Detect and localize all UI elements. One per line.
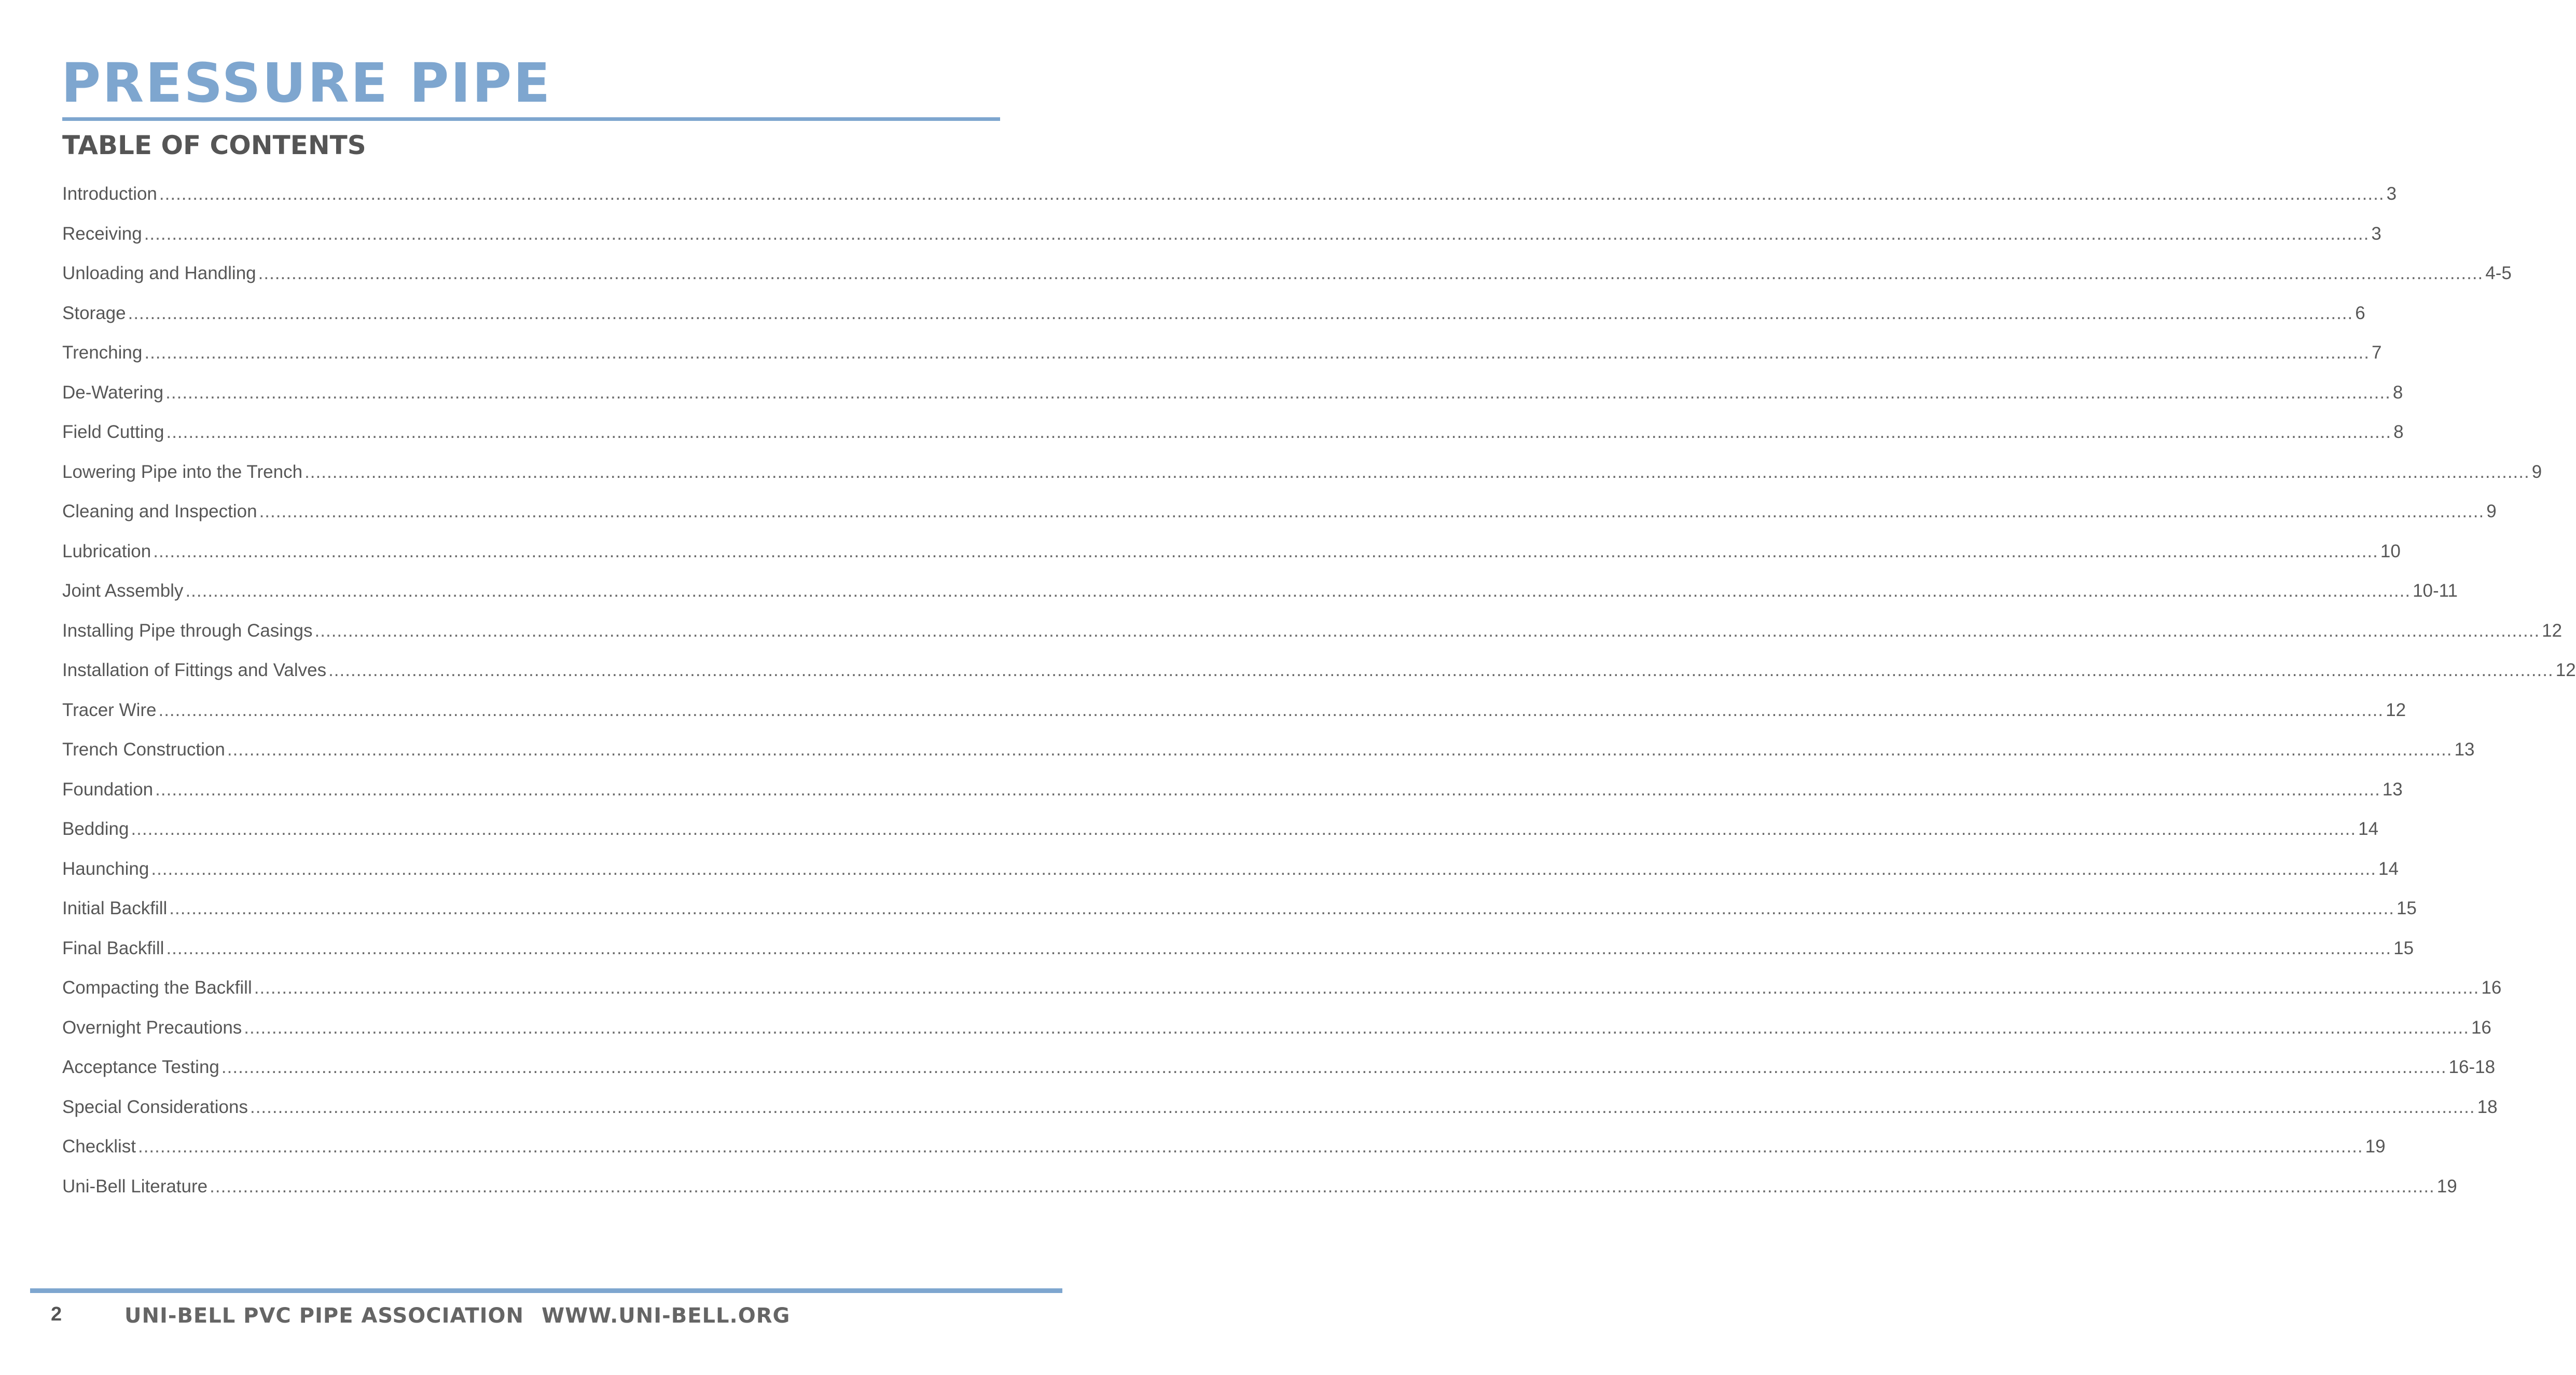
toc-dot-leader: ................................................................................................................................................................................................................................................................................................................................................................................................................ — [210, 1176, 2435, 1197]
toc-entry-label: Foundation — [62, 779, 154, 800]
toc-entry — [62, 1171, 2457, 1211]
toc-entry — [62, 258, 2512, 298]
table-of-contents-list — [62, 178, 2576, 1211]
toc-dot-leader: ................................................................................................................................................................................................................................................................................................................................................................................................................ — [166, 938, 2392, 958]
toc-entry — [62, 178, 2397, 218]
toc-dot-leader: ................................................................................................................................................................................................................................................................................................................................................................................................................ — [169, 898, 2394, 918]
toc-dot-leader: ................................................................................................................................................................................................................................................................................................................................................................................................................ — [250, 1096, 2475, 1117]
toc-dot-leader: ................................................................................................................................................................................................................................................................................................................................................................................................................ — [328, 660, 2554, 680]
toc-entry — [62, 218, 2381, 258]
toc-dot-leader: ................................................................................................................................................................................................................................................................................................................................................................................................................ — [165, 382, 2391, 403]
toc-dot-leader: ................................................................................................................................................................................................................................................................................................................................................................................................................ — [153, 541, 2378, 561]
toc-dot-leader: ................................................................................................................................................................................................................................................................................................................................................................................................................ — [314, 620, 2540, 641]
toc-entry-page: 9 — [2486, 501, 2497, 521]
toc-entry-label: Uni-Bell Literature — [62, 1176, 208, 1197]
footer-rule — [30, 1288, 1062, 1293]
toc-entry — [62, 377, 2403, 417]
toc-entry-label: Introduction — [62, 184, 157, 204]
toc-entry-page: 13 — [2454, 739, 2475, 760]
toc-entry-label: Checklist — [62, 1136, 136, 1157]
toc-dot-leader: ................................................................................................................................................................................................................................................................................................................................................................................................................ — [159, 184, 2385, 204]
toc-entry-page: 18 — [2477, 1096, 2498, 1117]
toc-dot-leader: ................................................................................................................................................................................................................................................................................................................................................................................................................ — [221, 1057, 2447, 1077]
toc-entry-label: Tracer Wire — [62, 699, 157, 720]
toc-entry-page: 4-5 — [2485, 263, 2512, 283]
toc-entry — [62, 496, 2497, 536]
toc-entry-page: 3 — [2371, 223, 2381, 244]
toc-entry — [62, 298, 2365, 338]
toc-entry-page: 16-18 — [2448, 1057, 2496, 1077]
toc-entry-page: 14 — [2358, 819, 2379, 839]
toc-entry — [62, 933, 2414, 973]
toc-entry-page: 10-11 — [2413, 581, 2458, 601]
toc-entry-page: 15 — [2393, 938, 2414, 958]
toc-dot-leader: ................................................................................................................................................................................................................................................................................................................................................................................................................ — [155, 779, 2380, 800]
toc-entry-page: 6 — [2355, 302, 2365, 323]
toc-entry-page: 9 — [2531, 461, 2542, 482]
footer-page-number: 2 — [51, 1303, 62, 1325]
toc-entry — [62, 337, 2382, 377]
toc-dot-leader: ................................................................................................................................................................................................................................................................................................................................................................................................................ — [304, 461, 2530, 482]
toc-entry — [62, 1052, 2496, 1092]
page-title: PRESSURE PIPE — [61, 51, 552, 115]
toc-entry — [62, 774, 2403, 814]
toc-entry-page: 10 — [2380, 541, 2401, 561]
toc-dot-leader: ................................................................................................................................................................................................................................................................................................................................................................................................................ — [137, 1136, 2363, 1157]
toc-entry — [62, 575, 2458, 615]
toc-dot-leader: ................................................................................................................................................................................................................................................................................................................................................................................................................ — [258, 263, 2484, 283]
toc-entry-label: De-Watering — [62, 382, 164, 403]
toc-entry-label: Trenching — [62, 342, 143, 363]
toc-entry — [62, 972, 2502, 1012]
toc-entry — [62, 536, 2401, 576]
toc-entry — [62, 655, 2576, 695]
toc-entry — [62, 417, 2404, 457]
toc-entry-label: Trench Construction — [62, 739, 225, 760]
toc-entry-label: Lubrication — [62, 541, 151, 561]
toc-entry — [62, 893, 2417, 933]
toc-dot-leader: ................................................................................................................................................................................................................................................................................................................................................................................................................ — [227, 739, 2453, 760]
toc-entry-page: 13 — [2382, 779, 2403, 800]
toc-dot-leader: ................................................................................................................................................................................................................................................................................................................................................................................................................ — [254, 978, 2480, 998]
toc-entry-label: Acceptance Testing — [62, 1057, 219, 1077]
toc-dot-leader: ................................................................................................................................................................................................................................................................................................................................................................................................................ — [259, 501, 2485, 521]
toc-entry-label: Storage — [62, 302, 126, 323]
table-of-contents-heading: TABLE OF CONTENTS — [62, 130, 366, 160]
toc-dot-leader: ................................................................................................................................................................................................................................................................................................................................................................................................................ — [244, 1017, 2469, 1038]
toc-dot-leader: ................................................................................................................................................................................................................................................................................................................................................................................................................ — [166, 422, 2392, 442]
toc-dot-leader: ................................................................................................................................................................................................................................................................................................................................................................................................................ — [185, 581, 2411, 601]
toc-entry-page: 8 — [2392, 382, 2403, 403]
toc-dot-leader: ................................................................................................................................................................................................................................................................................................................................................................................................................ — [144, 342, 2370, 363]
toc-entry-label: Bedding — [62, 819, 129, 839]
toc-entry-label: Lowering Pipe into the Trench — [62, 461, 303, 482]
toc-entry — [62, 695, 2406, 735]
toc-entry — [62, 1131, 2386, 1171]
toc-entry-label: Receiving — [62, 223, 142, 244]
toc-entry-label: Final Backfill — [62, 938, 164, 958]
toc-entry-page: 7 — [2372, 342, 2382, 363]
toc-entry — [62, 854, 2399, 893]
footer-text — [124, 1304, 790, 1328]
footer-organization: UNI-BELL PVC PIPE ASSOCIATION — [124, 1304, 524, 1328]
toc-entry-page: 19 — [2436, 1176, 2457, 1197]
toc-entry — [62, 1092, 2498, 1132]
toc-entry-label: Joint Assembly — [62, 581, 184, 601]
toc-entry-page: 19 — [2365, 1136, 2386, 1157]
toc-entry-page: 14 — [2378, 858, 2399, 879]
toc-entry-label: Installing Pipe through Casings — [62, 620, 313, 641]
toc-entry-label: Compacting the Backfill — [62, 978, 252, 998]
toc-entry-page: 12 — [2542, 620, 2563, 641]
toc-entry — [62, 457, 2542, 497]
toc-entry-page: 8 — [2393, 422, 2404, 442]
toc-entry — [62, 615, 2563, 655]
footer-website: WWW.UNI-BELL.ORG — [542, 1304, 791, 1328]
toc-entry-page: 3 — [2386, 184, 2397, 204]
toc-entry — [62, 734, 2475, 774]
toc-entry — [62, 814, 2379, 854]
toc-entry-label: Field Cutting — [62, 422, 164, 442]
toc-entry-page: 12 — [2386, 699, 2406, 720]
toc-dot-leader: ................................................................................................................................................................................................................................................................................................................................................................................................................ — [144, 223, 2370, 244]
toc-entry-label: Installation of Fittings and Valves — [62, 660, 327, 680]
toc-entry-page: 16 — [2471, 1017, 2491, 1038]
toc-dot-leader: ................................................................................................................................................................................................................................................................................................................................................................................................................ — [131, 819, 2357, 839]
title-underline — [62, 117, 1000, 121]
toc-dot-leader: ................................................................................................................................................................................................................................................................................................................................................................................................................ — [158, 699, 2384, 720]
toc-entry-label: Overnight Precautions — [62, 1017, 242, 1038]
toc-entry-page: 12 — [2555, 660, 2576, 680]
toc-entry-label: Initial Backfill — [62, 898, 168, 918]
toc-entry-label: Unloading and Handling — [62, 263, 256, 283]
toc-entry-label: Special Considerations — [62, 1096, 248, 1117]
toc-entry-label: Haunching — [62, 858, 149, 879]
toc-entry — [62, 1012, 2491, 1052]
toc-entry-label: Cleaning and Inspection — [62, 501, 257, 521]
toc-entry-page: 15 — [2396, 898, 2417, 918]
toc-entry-page: 16 — [2481, 978, 2502, 998]
toc-dot-leader: ................................................................................................................................................................................................................................................................................................................................................................................................................ — [151, 858, 2376, 879]
toc-dot-leader: ................................................................................................................................................................................................................................................................................................................................................................................................................ — [128, 302, 2353, 323]
